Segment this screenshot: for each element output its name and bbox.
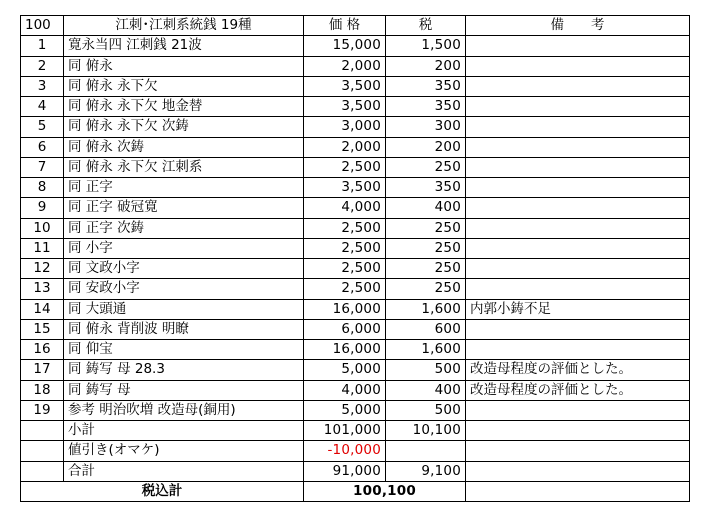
item-note: 内郭小鋳不足: [466, 299, 690, 319]
item-note: [466, 178, 690, 198]
row-number: 5: [21, 117, 64, 137]
discount-tax: [386, 441, 466, 461]
row-number: 10: [21, 218, 64, 238]
item-tax: 350: [386, 76, 466, 96]
item-note: [466, 340, 690, 360]
grand-total-row: [21, 481, 690, 501]
row-number: 7: [21, 157, 64, 177]
total-price: 91,000: [304, 461, 386, 481]
table-row: [21, 76, 690, 96]
header-no: 100: [21, 16, 64, 36]
item-name: 同 俯永 背削波 明瞭: [64, 319, 304, 339]
item-price: 16,000: [304, 299, 386, 319]
item-price: 15,000: [304, 36, 386, 56]
item-tax: 250: [386, 279, 466, 299]
item-tax: 400: [386, 198, 466, 218]
table-row: [21, 259, 690, 279]
item-price: 2,500: [304, 259, 386, 279]
subtotal-note: [466, 421, 690, 441]
total-row: [21, 461, 690, 481]
row-number: 15: [21, 319, 64, 339]
row-number: 8: [21, 178, 64, 198]
grand-total-note: [466, 481, 690, 501]
item-note: 改造母程度の評価とした。: [466, 360, 690, 380]
grand-total-value: 100,100: [304, 481, 466, 501]
item-name: 同 俯永 永下欠 次鋳: [64, 117, 304, 137]
subtotal-label: 小計: [64, 421, 304, 441]
row-number: 18: [21, 380, 64, 400]
item-price: 2,000: [304, 137, 386, 157]
row-number: 11: [21, 238, 64, 258]
item-note: [466, 279, 690, 299]
item-name: 同 俯永 永下欠 地金替: [64, 97, 304, 117]
item-name: 同 文政小字: [64, 259, 304, 279]
item-price: 3,000: [304, 117, 386, 137]
item-note: [466, 400, 690, 420]
table-row: [21, 178, 690, 198]
row-number: 19: [21, 400, 64, 420]
table-row: [21, 319, 690, 339]
item-note: [466, 97, 690, 117]
item-name: 同 仰宝: [64, 340, 304, 360]
item-note: [466, 56, 690, 76]
item-note: 改造母程度の評価とした。: [466, 380, 690, 400]
table-body: [21, 16, 690, 502]
table-row: [21, 299, 690, 319]
table-row: [21, 218, 690, 238]
table-row: [21, 157, 690, 177]
item-price: 3,500: [304, 76, 386, 96]
item-price: 16,000: [304, 340, 386, 360]
item-name: 同 俯永 次鋳: [64, 137, 304, 157]
item-price: 2,500: [304, 218, 386, 238]
row-number: 12: [21, 259, 64, 279]
item-note: [466, 238, 690, 258]
item-note: [466, 259, 690, 279]
discount-row: [21, 441, 690, 461]
table-row: [21, 400, 690, 420]
item-price: 4,000: [304, 198, 386, 218]
item-tax: 250: [386, 259, 466, 279]
item-price: 2,500: [304, 238, 386, 258]
item-tax: 350: [386, 97, 466, 117]
discount-blank: [21, 441, 64, 461]
item-tax: 1,600: [386, 340, 466, 360]
item-tax: 250: [386, 157, 466, 177]
total-tax: 9,100: [386, 461, 466, 481]
row-number: 13: [21, 279, 64, 299]
table-row: [21, 360, 690, 380]
row-number: 3: [21, 76, 64, 96]
row-number: 1: [21, 36, 64, 56]
item-name: 同 正字: [64, 178, 304, 198]
header-name: 江刺･江刺系統銭 19種: [64, 16, 304, 36]
grand-total-label: 税込計: [21, 481, 304, 501]
table-row: [21, 137, 690, 157]
item-name: 同 俯永 永下欠: [64, 76, 304, 96]
item-note: [466, 218, 690, 238]
item-name: 同 鋳写 母 28.3: [64, 360, 304, 380]
row-number: 14: [21, 299, 64, 319]
item-tax: 200: [386, 137, 466, 157]
item-price: 5,000: [304, 400, 386, 420]
row-number: 16: [21, 340, 64, 360]
table-row: [21, 198, 690, 218]
table-row: [21, 117, 690, 137]
item-price: 3,500: [304, 178, 386, 198]
item-tax: 350: [386, 178, 466, 198]
item-price: 2,500: [304, 157, 386, 177]
item-note: [466, 117, 690, 137]
item-tax: 250: [386, 238, 466, 258]
header-tax: 税: [386, 16, 466, 36]
item-name: 同 小字: [64, 238, 304, 258]
item-name: 参考 明治吹増 改造母(銅用): [64, 400, 304, 420]
item-tax: 600: [386, 319, 466, 339]
total-blank: [21, 461, 64, 481]
header-note: 備 考: [466, 16, 690, 36]
item-tax: 250: [386, 218, 466, 238]
item-name: 同 正字 破冠寛: [64, 198, 304, 218]
item-tax: 400: [386, 380, 466, 400]
item-tax: 1,600: [386, 299, 466, 319]
header-row: [21, 16, 690, 36]
subtotal-row: [21, 421, 690, 441]
row-number: 2: [21, 56, 64, 76]
header-price: 価 格: [304, 16, 386, 36]
discount-label: 値引き(オマケ): [64, 441, 304, 461]
item-tax: 200: [386, 56, 466, 76]
item-name: 寛永当四 江刺銭 21波: [64, 36, 304, 56]
table-row: [21, 36, 690, 56]
table-row: [21, 238, 690, 258]
item-price: 4,000: [304, 380, 386, 400]
item-note: [466, 76, 690, 96]
table-row: [21, 340, 690, 360]
item-note: [466, 137, 690, 157]
table-row: [21, 380, 690, 400]
item-price: 6,000: [304, 319, 386, 339]
item-price: 2,500: [304, 279, 386, 299]
price-list-table: [20, 15, 690, 502]
item-note: [466, 198, 690, 218]
item-price: 5,000: [304, 360, 386, 380]
row-number: 9: [21, 198, 64, 218]
subtotal-price: 101,000: [304, 421, 386, 441]
discount-price: -10,000: [304, 441, 386, 461]
item-tax: 500: [386, 400, 466, 420]
item-name: 同 俯永: [64, 56, 304, 76]
table-row: [21, 56, 690, 76]
item-tax: 300: [386, 117, 466, 137]
item-tax: 500: [386, 360, 466, 380]
item-note: [466, 36, 690, 56]
total-label: 合計: [64, 461, 304, 481]
item-name: 同 俯永 永下欠 江刺系: [64, 157, 304, 177]
item-name: 同 正字 次鋳: [64, 218, 304, 238]
subtotal-tax: 10,100: [386, 421, 466, 441]
item-price: 2,000: [304, 56, 386, 76]
row-number: 6: [21, 137, 64, 157]
item-note: [466, 157, 690, 177]
row-number: 17: [21, 360, 64, 380]
item-tax: 1,500: [386, 36, 466, 56]
item-note: [466, 319, 690, 339]
table-row: [21, 97, 690, 117]
item-name: 同 安政小字: [64, 279, 304, 299]
row-number: 4: [21, 97, 64, 117]
table-row: [21, 279, 690, 299]
total-note: [466, 461, 690, 481]
item-name: 同 大頭通: [64, 299, 304, 319]
item-name: 同 鋳写 母: [64, 380, 304, 400]
discount-note: [466, 441, 690, 461]
subtotal-blank: [21, 421, 64, 441]
item-price: 3,500: [304, 97, 386, 117]
